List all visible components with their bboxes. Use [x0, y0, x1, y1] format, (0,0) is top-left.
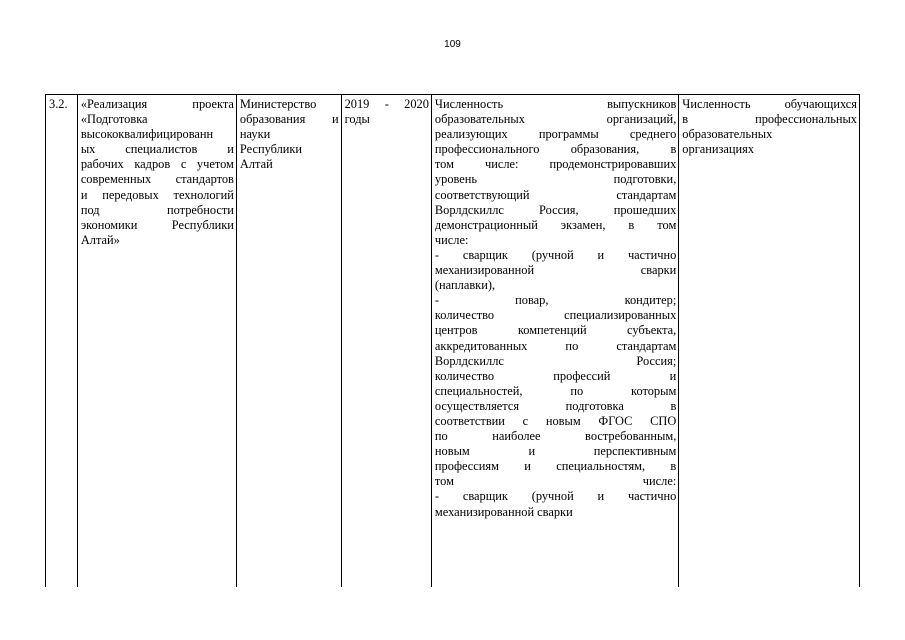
- cell-text-line: высококвалифицированн: [80, 127, 214, 142]
- cell-text-line: профессиям и специальностям, в: [434, 459, 677, 474]
- cell-text-line: том числе: продемонстрировавших: [434, 157, 677, 172]
- cell-text-line: науки: [239, 127, 271, 142]
- cell-text-line: ых специалистов и: [80, 142, 234, 157]
- cell-text-line: механизированной сварки: [434, 504, 573, 519]
- cell-text-line: новым и перспективным: [434, 444, 677, 459]
- cell-text-line: уровень подготовки,: [434, 172, 677, 187]
- cell-text-line: числе:: [434, 232, 469, 247]
- cell-text-line: 2019 - 2020: [344, 97, 429, 111]
- cell-text-line: демонстрационный экзамен, в том: [434, 217, 677, 232]
- cell-text-line: Алтай: [239, 157, 273, 172]
- cell-text-line: Ворлдскиллс Россия, прошедших: [434, 202, 677, 217]
- cell-text-line: соответствии с новым ФГОС СПО: [434, 413, 677, 428]
- cell-text-line: центров компетенций субъекта,: [434, 323, 677, 338]
- cell-text-line: в профессиональных: [682, 112, 857, 127]
- cell-text-line: механизированной сварки: [434, 263, 677, 278]
- period-cell: [341, 95, 431, 588]
- cell-text-line: - повар, кондитер;: [434, 293, 677, 308]
- cell-text-line: современных стандартов: [80, 172, 234, 187]
- table-row: [46, 95, 860, 588]
- cell-text-line: Министерство: [239, 97, 317, 111]
- cell-text-line: Алтай»: [80, 232, 120, 247]
- page-number: 109: [444, 39, 461, 50]
- cell-text-line: (наплавки),: [434, 278, 496, 293]
- cell-text-line: под потребности: [80, 202, 234, 217]
- cell-text-line: осуществляется подготовка в: [434, 398, 677, 413]
- executor-cell: [236, 95, 341, 588]
- cell-text-line: годы: [344, 112, 370, 127]
- cell-text-line: образовательных организаций,: [434, 112, 677, 127]
- cell-text-line: реализующих программы среднего: [434, 127, 677, 142]
- cell-text-line: образования и: [239, 112, 339, 127]
- cell-text-line: Численность обучающихся: [682, 97, 857, 111]
- cell-text-line: Республики: [239, 142, 303, 157]
- cell-text-line: соответствующий стандартам: [434, 187, 677, 202]
- cell-text-line: - сварщик (ручной и частично: [434, 489, 677, 504]
- cell-text-line: «Подготовка: [80, 112, 148, 127]
- cell-text-line: профессионального образования, в: [434, 142, 677, 157]
- result-cell: [679, 95, 860, 588]
- cell-text-line: специальностей, по которым: [434, 383, 677, 398]
- cell-text-line: том числе:: [434, 474, 677, 489]
- cell-text-line: аккредитованных по стандартам: [434, 338, 677, 353]
- cell-text-line: «Реализация проекта: [80, 97, 234, 111]
- cell-text-line: Численность выпускников: [434, 97, 677, 111]
- indicator-cell: [431, 95, 678, 588]
- row-number-cell: [46, 95, 78, 588]
- row-number: 3.2.: [49, 97, 68, 111]
- cell-text-line: Ворлдскиллс Россия;: [434, 353, 677, 368]
- cell-text-line: рабочих кадров с учетом: [80, 157, 234, 172]
- measure-name-cell: [77, 95, 236, 588]
- cell-text-line: количество профессий и: [434, 368, 677, 383]
- cell-text-line: образовательных: [682, 127, 773, 142]
- cell-text-line: - сварщик (ручной и частично: [434, 247, 677, 262]
- cell-text-line: и передовых технологий: [80, 187, 234, 202]
- measures-table: [45, 94, 860, 587]
- cell-text-line: организациях: [682, 142, 755, 157]
- cell-text-line: количество специализированных: [434, 308, 677, 323]
- cell-text-line: экономики Республики: [80, 217, 234, 232]
- cell-text-line: по наиболее востребованным,: [434, 429, 677, 444]
